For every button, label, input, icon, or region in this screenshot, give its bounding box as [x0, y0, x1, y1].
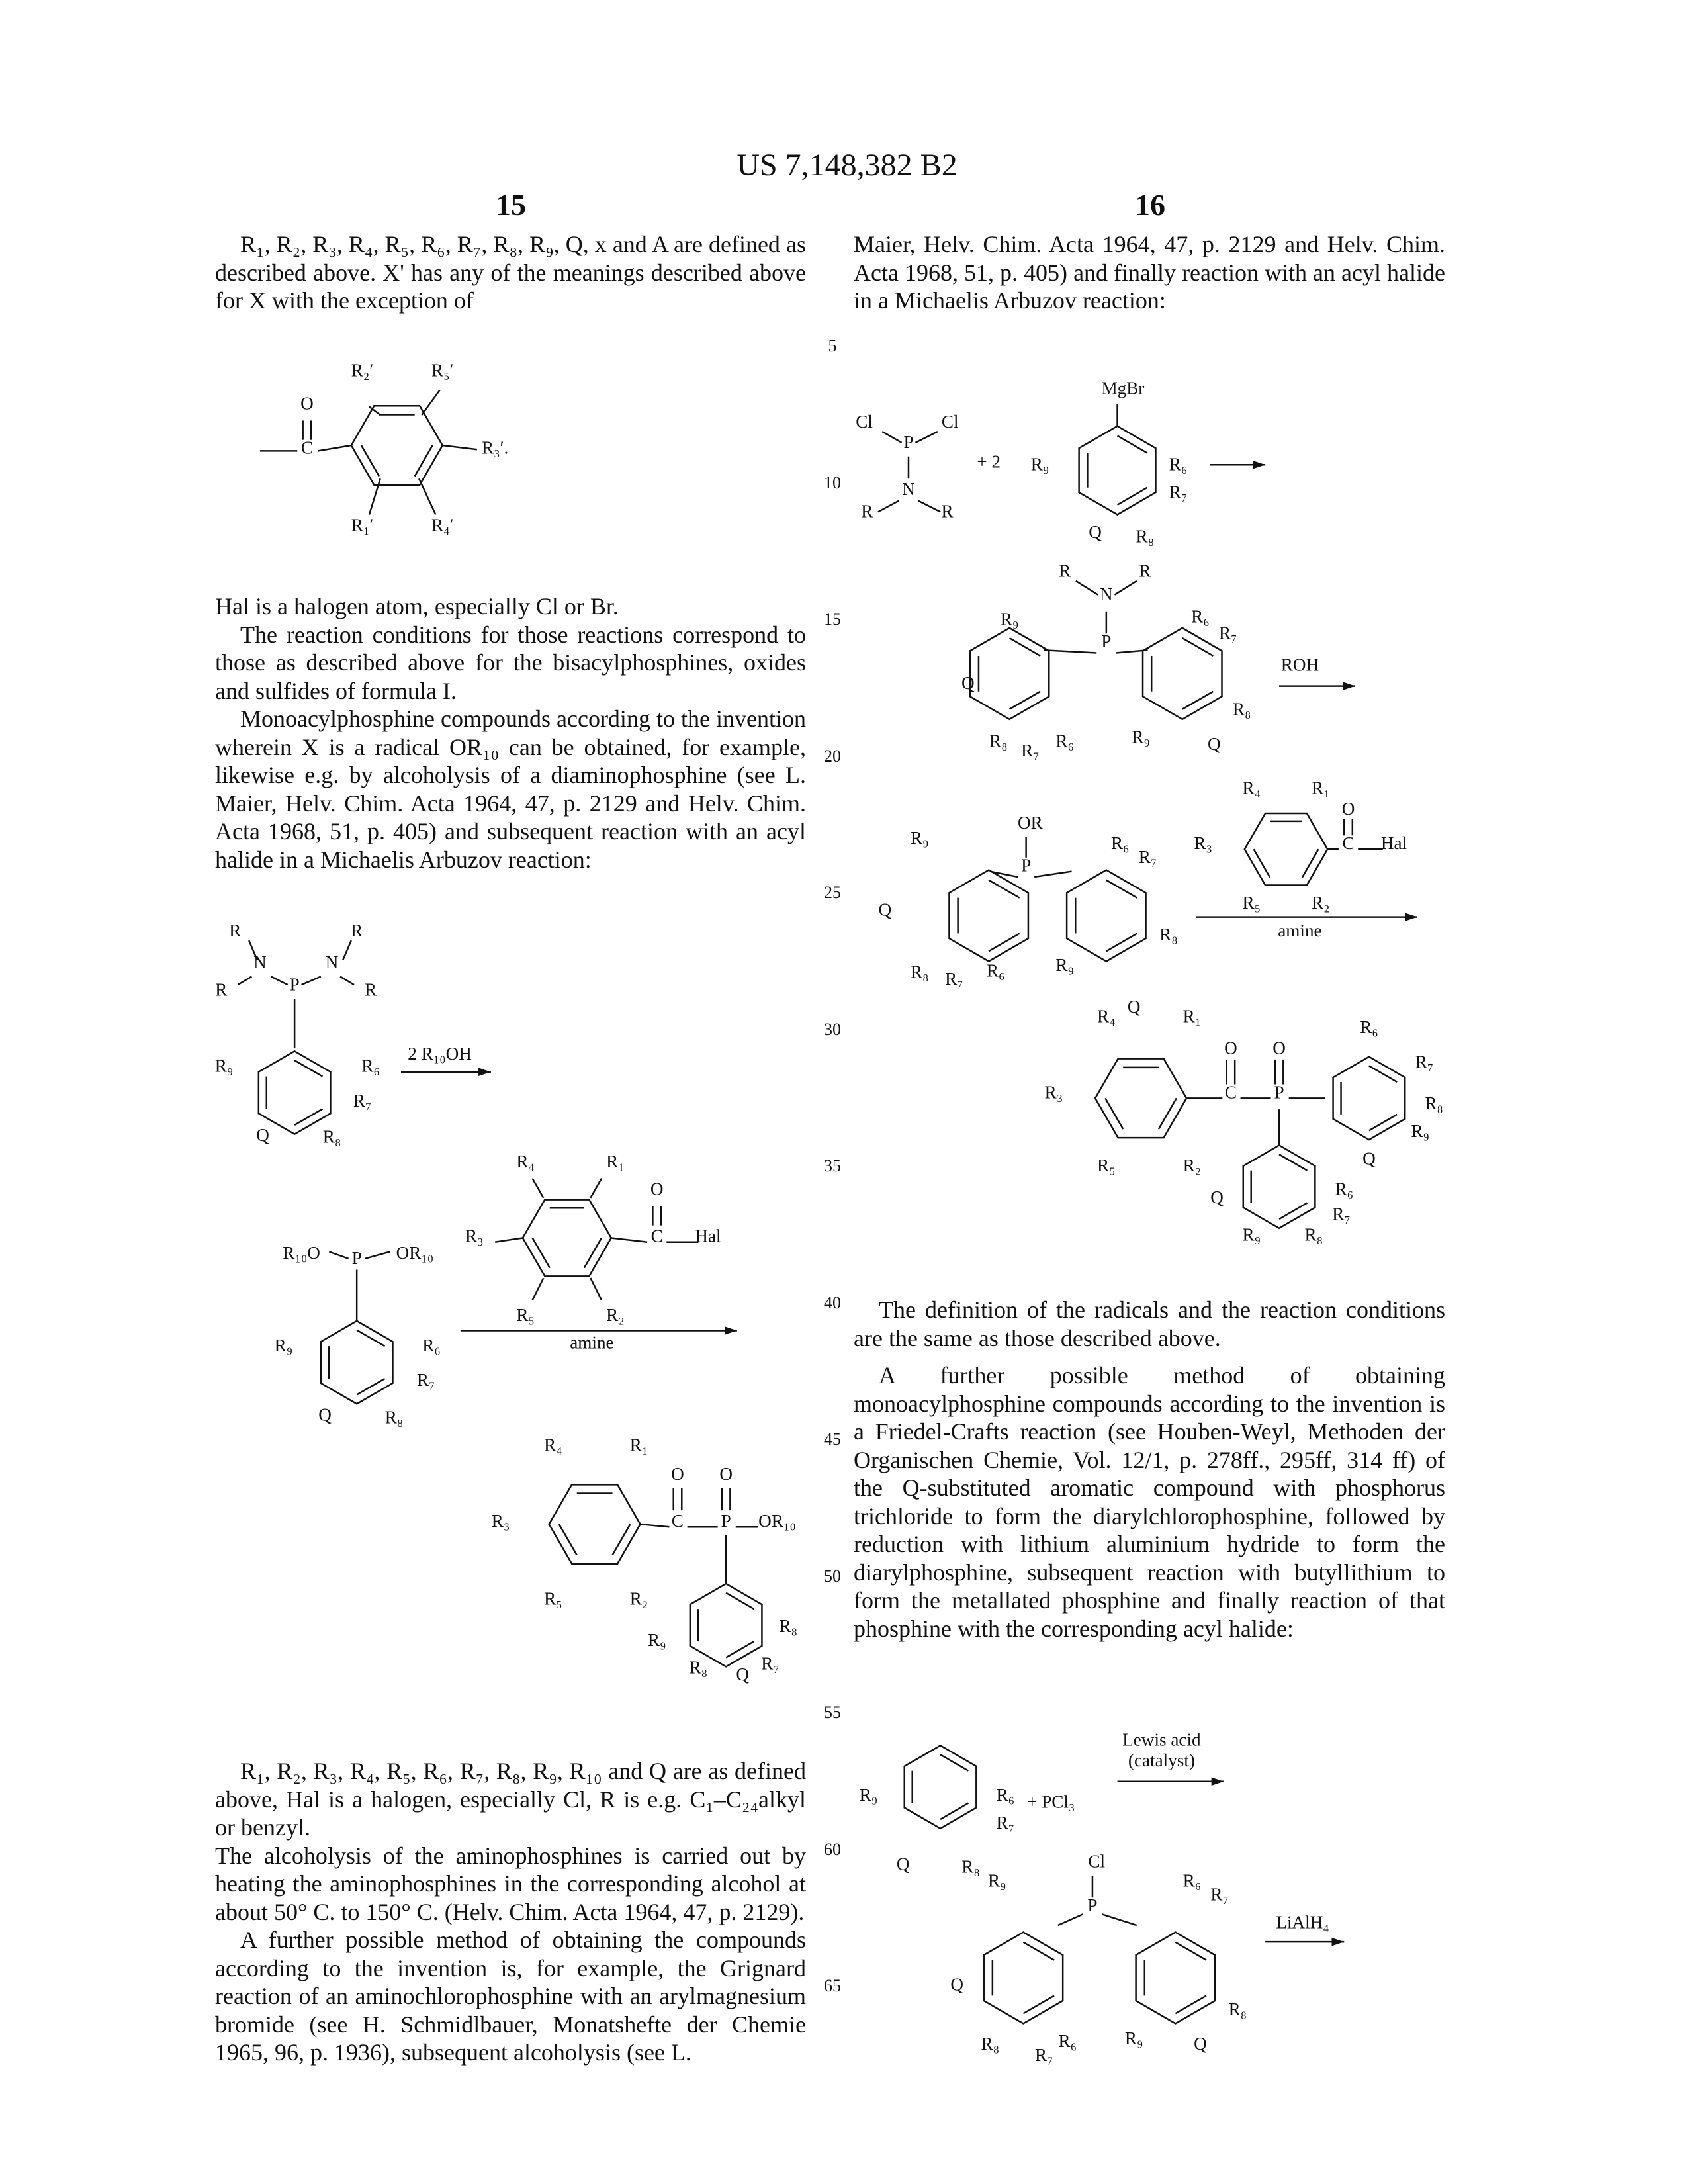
chemical-schemes	[0, 0, 1694, 2184]
structure-label: R₆	[1360, 1017, 1378, 1037]
structure-label: R₆	[1191, 607, 1210, 627]
line-number: 60	[819, 1840, 846, 1860]
structure-label: O	[1224, 1038, 1237, 1058]
bond	[590, 1179, 602, 1198]
structure-label: O	[650, 1179, 664, 1199]
structure-label: R₇	[353, 1091, 372, 1111]
double-bond	[1369, 1066, 1397, 1082]
structure-label: R₆	[1055, 731, 1074, 751]
double-bond	[1105, 1098, 1123, 1129]
column-number-left: 15	[445, 187, 577, 222]
double-bond	[1302, 849, 1318, 877]
structure-label: R₈	[690, 1658, 708, 1678]
benzene-ring	[690, 1584, 762, 1666]
structure-label: Q	[318, 1404, 332, 1424]
structure-label: R₅	[516, 1305, 535, 1325]
double-bond	[294, 1060, 322, 1076]
structure-label: R₉	[1055, 955, 1074, 975]
double-bond	[357, 1330, 384, 1346]
structure-label: Q	[256, 1125, 269, 1145]
paragraph: The reaction conditions for those reactions correspond to those as described above for the bisacylphosphines, oxides and sulfides of formula I.	[215, 621, 806, 705]
structure-label: R₄	[544, 1435, 562, 1455]
bond	[419, 478, 435, 514]
line-number: 35	[819, 1156, 846, 1176]
structure-label: R₂	[1312, 893, 1330, 913]
line-number: 40	[819, 1293, 846, 1313]
bond	[878, 501, 899, 512]
structure-label: R₉	[1031, 455, 1049, 475]
bond	[1058, 1914, 1083, 1925]
structure-label: + PCl₃	[1027, 1792, 1075, 1811]
structure-label: Q	[1210, 1187, 1224, 1207]
structure-label: R₁	[606, 1152, 625, 1171]
arrowhead-icon	[1331, 1938, 1344, 1946]
structure-label: R₃	[465, 1226, 484, 1246]
line-number: 25	[819, 883, 846, 903]
structure-label: R₉	[1132, 727, 1150, 747]
structure-label: N	[1100, 584, 1113, 604]
structure-label: R₉	[648, 1630, 666, 1650]
structure-label: R₇	[761, 1653, 780, 1673]
benzene-ring	[949, 870, 1028, 962]
structure-label: R₄	[1097, 1006, 1116, 1026]
structure-label: OR₁₀	[396, 1243, 434, 1263]
bond	[318, 445, 351, 451]
bond	[271, 977, 288, 985]
structure-label: R₂	[1183, 1156, 1202, 1175]
structure-label: LiAlH₄	[1276, 1912, 1329, 1932]
bond	[495, 1238, 523, 1242]
double-bond	[1254, 849, 1270, 877]
structure-label: R₆	[1059, 2031, 1077, 2051]
structure-label: R₈	[1229, 1999, 1247, 2019]
structure-label: R₇	[996, 1813, 1014, 1833]
structure-label: R₇	[1219, 623, 1237, 643]
line-number: 45	[819, 1430, 846, 1449]
structure-label: 2 R₁₀OH	[408, 1044, 472, 1064]
structure-label: R₅	[544, 1588, 562, 1608]
bond	[365, 1251, 390, 1258]
structure-label: R₃′.	[482, 438, 508, 458]
double-bond	[726, 1593, 754, 1609]
structure-label: R₇	[1332, 1204, 1351, 1224]
structure-label: OR₁₀	[758, 1511, 796, 1531]
structure-label: Cl	[1088, 1851, 1105, 1871]
bond	[611, 1238, 647, 1242]
structure-label: P	[1021, 856, 1031, 876]
double-bond	[357, 1379, 384, 1394]
bond	[1076, 581, 1098, 595]
double-bond	[940, 1803, 968, 1819]
structure-label: C	[672, 1511, 684, 1531]
bond	[882, 432, 901, 443]
double-bond	[1118, 435, 1147, 453]
paragraph: A further possible method of obtaining monoacylphosphine compounds according to the invention is a Friedel-Crafts reaction (see Houben-Weyl, Methoden der Organischen Chemie, Vol. 12/1, p. 278ff., 295ff, 314 ff) of the Q-substituted aromatic compound with phosphorus trichloride to form the diarylchlorophosphine, followed by reduction with lithium aluminium hydride to form the diarylphosphine, subsequent reaction with butyllithium to form the metallated phosphine and finally reaction of that phosphine with the corresponding acyl halide:	[854, 1361, 1445, 1643]
paragraph: R₁, R₂, R₃, R₄, R₅, R₆, R₇, R₈, R₉, R₁₀ and Q are as defined above, Hal is a halogen, especially Cl, R is e.g. C₁–C₂₄alkyl or benzyl.	[215, 1757, 806, 1842]
bond	[238, 977, 251, 985]
benzene-ring	[970, 628, 1049, 719]
structure-label: N	[902, 479, 915, 499]
structure-label: MgBr	[1101, 379, 1144, 398]
structure-label: N	[253, 952, 267, 972]
structure-label: R₆	[996, 1785, 1014, 1805]
structure-label: R₇	[1210, 1884, 1229, 1904]
double-bond	[1106, 880, 1137, 898]
double-bond	[1369, 1115, 1397, 1130]
bond	[1102, 1914, 1137, 1925]
benzene-ring	[1243, 1145, 1315, 1228]
structure-label: R₇	[1035, 2045, 1053, 2065]
structure-label: Q	[1362, 1149, 1376, 1169]
benzene-ring	[1067, 870, 1145, 962]
double-bond	[361, 445, 379, 477]
structure-label: R₆	[422, 1336, 441, 1355]
structure-label: R₉	[1001, 610, 1019, 629]
paragraph: The definition of the radicals and the reaction conditions are the same as those described above.	[854, 1296, 1445, 1352]
structure-label: R₆	[1169, 455, 1188, 475]
benzene-ring	[1095, 1059, 1186, 1138]
structure-label: R₉	[275, 1336, 293, 1355]
structure-label: R₉	[215, 1056, 234, 1076]
structure-label: P	[903, 432, 913, 452]
structure-label: R	[941, 502, 954, 522]
structure-label: P	[1274, 1082, 1284, 1102]
patent-number: US 7,148,382 B2	[0, 147, 1694, 183]
bond	[1114, 581, 1136, 595]
benzene-ring	[984, 1933, 1063, 2024]
double-bond	[294, 1109, 322, 1124]
structure-label: R₅	[1242, 893, 1261, 913]
double-bond	[1023, 1995, 1054, 2013]
benzene-ring	[905, 1745, 977, 1828]
structure-label: amine	[570, 1333, 613, 1353]
double-bond	[415, 445, 433, 477]
double-bond	[1159, 1098, 1177, 1129]
benzene-ring	[351, 406, 443, 484]
structure-label: O	[1272, 1038, 1286, 1058]
arrowhead-icon	[725, 1326, 737, 1335]
structure-label: R₄	[1242, 778, 1261, 798]
benzene-ring	[549, 1484, 641, 1563]
double-bond	[940, 1754, 968, 1770]
structure-label: amine	[1278, 921, 1321, 940]
bond	[302, 977, 321, 985]
structure-label: R₇	[417, 1370, 435, 1390]
structure-label: Q	[1194, 2034, 1207, 2054]
bond	[329, 1251, 348, 1258]
double-bond	[1182, 692, 1214, 709]
double-bond	[989, 933, 1020, 951]
structure-label: R	[351, 921, 363, 940]
bond	[443, 445, 477, 449]
structure-label: + 2	[977, 451, 1001, 471]
structure-label: R₈	[1136, 526, 1155, 546]
structure-label: ROH	[1281, 655, 1319, 675]
bond	[641, 1524, 670, 1527]
bond	[1034, 872, 1071, 877]
structure-label: Hal	[1381, 833, 1407, 853]
structure-label: Q	[961, 673, 975, 693]
paragraph: Monoacylphosphine compounds according to the invention wherein X is a radical OR₁₀ can be obtained, for example, likewise e.g. by alcoholysis of a diaminophosphine (see L. Maier, Helv. Chim. Acta 1964, 47, p. 2129 and Helv. Chim. Acta 1968, 51, p. 405) and subsequent reaction with an acyl halide in a Michaelis Arbuzov reaction:	[215, 705, 806, 874]
bond	[422, 390, 439, 415]
structure-label: Q	[1208, 734, 1221, 754]
benzene-ring	[523, 1200, 611, 1277]
benzene-ring	[1333, 1057, 1405, 1140]
structure-label: R₂′	[351, 361, 374, 381]
structure-label: C	[651, 1226, 663, 1246]
structure-label: P	[290, 974, 300, 994]
structure-label: R₂	[630, 1588, 648, 1608]
structure-label: R₈	[1233, 700, 1251, 719]
structure-label: R₇	[945, 969, 963, 989]
line-number: 5	[819, 336, 846, 356]
structure-label: R₁	[630, 1435, 648, 1455]
structure-label: R₅	[1097, 1156, 1116, 1175]
structure-label: R₇	[1021, 741, 1040, 760]
structure-label: P	[1087, 1895, 1097, 1915]
double-bond	[559, 1524, 577, 1555]
structure-label: Q	[879, 900, 892, 920]
double-bond	[1010, 638, 1041, 656]
structure-label: C	[301, 438, 313, 458]
paragraph: Maier, Helv. Chim. Acta 1964, 47, p. 2129 and Helv. Chim. Acta 1968, 51, p. 405) and finally reaction with an acyl halide in a Michaelis Arbuzov reaction:	[854, 230, 1445, 315]
benzene-ring	[1136, 1933, 1215, 2024]
benzene-ring	[1245, 813, 1327, 886]
double-bond	[533, 1238, 550, 1267]
structure-label: R₈	[981, 2034, 999, 2054]
structure-label: R₂	[606, 1305, 625, 1325]
structure-label: C	[1342, 833, 1354, 853]
structure-label: R₈	[1425, 1093, 1443, 1113]
structure-label: R₉	[1411, 1121, 1429, 1141]
structure-label: O	[671, 1464, 684, 1484]
structure-label: Cl	[942, 412, 959, 432]
structure-label: R₆	[1183, 1871, 1202, 1891]
structure-label: R₈	[779, 1616, 797, 1636]
structure-label: R	[229, 921, 242, 940]
arrowhead-icon	[1343, 682, 1355, 690]
structure-label: R₆	[987, 961, 1005, 981]
structure-label: (catalyst)	[1128, 1751, 1195, 1770]
bond	[1044, 650, 1096, 653]
structure-label: R₁	[1312, 778, 1330, 798]
structure-label: R₃	[492, 1511, 510, 1531]
paragraph: A further possible method of obtaining the compounds according to the invention is, for example, the Grignard reaction of an aminochlorophosphine with an arylmagnesium bromide (see H. Schmidlbauer, Monatshefte der Chemie 1965, 96, p. 1936), subsequent alcoholysis (see L.	[215, 1926, 806, 2067]
structure-label: Lewis acid	[1122, 1729, 1201, 1749]
structure-label: R₇	[1139, 847, 1157, 867]
structure-label: R₉	[1242, 1225, 1261, 1245]
benzene-ring	[321, 1321, 393, 1404]
structure-label: R₉	[860, 1785, 878, 1805]
double-bond	[1279, 1154, 1307, 1170]
structure-label: R₃	[1194, 833, 1212, 853]
structure-label: R₉	[911, 828, 929, 848]
structure-label: R₅′	[431, 361, 454, 381]
structure-label: Cl	[856, 412, 873, 432]
double-bond	[1023, 1942, 1054, 1960]
structure-label: Q	[736, 1664, 749, 1684]
arrowhead-icon	[478, 1068, 491, 1076]
paragraph: Hal is a halogen atom, especially Cl or Br.	[215, 592, 806, 621]
line-number: 20	[819, 747, 846, 766]
paragraph: R₁, R₂, R₃, R₄, R₅, R₆, R₇, R₈, R₉, Q, x and A are defined as described above. X' has any of the meanings described above for X with the exception of	[215, 230, 806, 315]
double-bond	[613, 1524, 631, 1555]
bond	[343, 940, 351, 960]
paragraph: The alcoholysis of the aminophosphines is carried out by heating the aminophosphines in the corresponding alcohol at about 50° C. to 150° C. (Helv. Chim. Acta 1964, 47, p. 2129).	[215, 1842, 806, 1927]
bond	[340, 977, 354, 985]
bond	[533, 1179, 544, 1198]
structure-label: R₄′	[431, 516, 454, 535]
double-bond	[1182, 638, 1214, 656]
structure-label: C	[1225, 1082, 1237, 1102]
structure-label: P	[352, 1248, 362, 1268]
structure-label: R₁₀O	[283, 1243, 320, 1263]
structure-label: Q	[1128, 997, 1141, 1017]
structure-label: R₃	[1045, 1082, 1063, 1102]
structure-label: R₈	[323, 1126, 341, 1146]
double-bond	[989, 880, 1020, 898]
double-bond	[726, 1641, 754, 1657]
structure-label: Hal	[695, 1226, 721, 1246]
structure-label: R₇	[1415, 1052, 1434, 1071]
double-bond	[1106, 933, 1137, 951]
arrowhead-icon	[1405, 913, 1417, 921]
double-bond	[1175, 1942, 1206, 1960]
structure-label: R	[1059, 561, 1071, 581]
structure-label: R₆	[1111, 833, 1130, 853]
structure-label: R₈	[961, 1857, 980, 1877]
double-bond	[1175, 1995, 1206, 2013]
benzene-ring	[1079, 426, 1156, 515]
line-number: 10	[819, 473, 846, 493]
structure-label: O	[1342, 799, 1355, 819]
bond	[369, 478, 380, 514]
double-bond	[1279, 1203, 1307, 1219]
double-bond	[584, 1238, 602, 1267]
benzene-ring	[259, 1051, 331, 1134]
arrowhead-icon	[1253, 461, 1265, 469]
structure-label: R	[215, 980, 228, 1000]
structure-label: R	[365, 980, 377, 1000]
line-number: 65	[819, 1976, 846, 1996]
structure-label: Q	[897, 1854, 910, 1874]
bond	[915, 432, 937, 443]
structure-label: Q	[950, 1974, 963, 1994]
structure-label: R₉	[1125, 2028, 1143, 2048]
structure-label: O	[719, 1464, 733, 1484]
benzene-ring	[1143, 628, 1222, 719]
double-bond	[1010, 692, 1041, 709]
structure-label: R₁	[1183, 1006, 1202, 1026]
structure-label: R₈	[1159, 925, 1178, 944]
bond	[918, 501, 940, 512]
structure-label: R₈	[989, 731, 1008, 751]
column-number-right: 16	[1084, 187, 1216, 222]
structure-label: Q	[1089, 522, 1102, 542]
structure-label: R₉	[988, 1871, 1006, 1891]
arrowhead-icon	[1212, 1777, 1224, 1786]
line-number: 50	[819, 1567, 846, 1586]
structure-label: OR	[1018, 813, 1044, 833]
structure-label: P	[721, 1511, 731, 1531]
line-number: 55	[819, 1703, 846, 1723]
structure-label: P	[1101, 631, 1111, 651]
structure-label: O	[300, 394, 314, 414]
structure-label: R₇	[1169, 482, 1188, 502]
double-bond	[1118, 488, 1147, 505]
line-number: 15	[819, 610, 846, 629]
structure-label: R₆	[1335, 1179, 1353, 1199]
structure-label: R	[1139, 561, 1151, 581]
structure-label: R₈	[911, 962, 929, 982]
line-number: 30	[819, 1020, 846, 1040]
structure-label: R₈	[1305, 1225, 1323, 1245]
structure-label: R	[861, 502, 873, 522]
structure-label: R₈	[385, 1408, 404, 1428]
structure-label: R₄	[516, 1152, 535, 1171]
structure-label: R₆	[361, 1056, 380, 1076]
structure-label: R₁′	[351, 516, 374, 535]
bond	[590, 1278, 602, 1300]
structure-label: N	[326, 952, 339, 972]
bond	[533, 1278, 544, 1300]
